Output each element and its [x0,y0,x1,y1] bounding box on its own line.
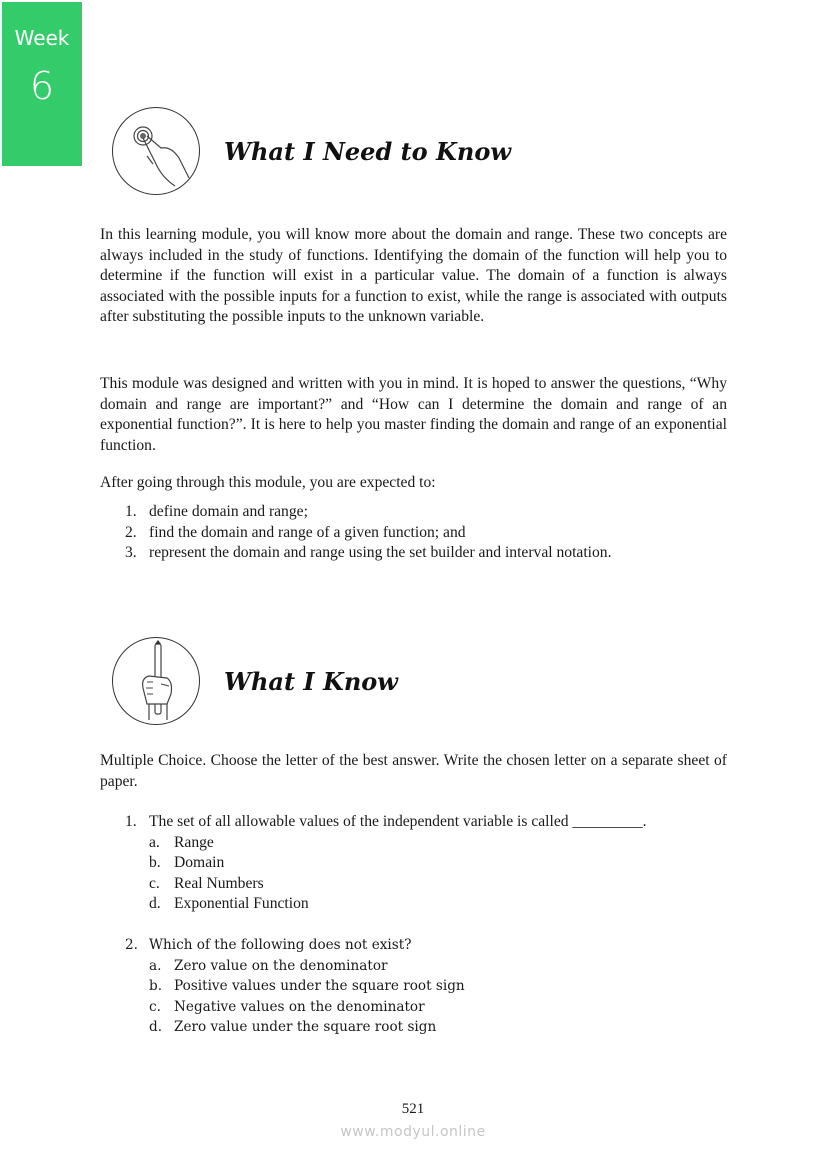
section-header-what-i-know [112,637,398,725]
choice-item: c. Negative values on the denominator [149,998,425,1015]
week-tab [2,2,82,166]
page-number: 521 [401,1101,425,1117]
choice-item: d. Exponential Function [149,895,309,913]
instructions: Multiple Choice. Choose the letter of the best answer. Write the chosen letter on a separate sheet of paper. [100,752,727,790]
hand-holding-pencil-icon [112,637,200,725]
objective-item: 3. represent the domain and range using the set builder and interval notation. [125,544,612,562]
question-1: 1. The set of all allowable values of the independent variable is called _________. a. Range b. Domain c. Real Numbers d. Exponential Function [125,812,647,915]
section-header-need-to-know [112,107,511,195]
objective-item: 2. find the domain and range of a given function; and [125,523,466,541]
choice-item: b. Domain [149,854,225,872]
choice-item: a. Zero value on the denominator [149,957,388,974]
watermark: www.modyul.online [340,1124,486,1140]
choice-item: c. Real Numbers [149,874,264,892]
objectives-lead: After going through this module, you are expected to: [100,474,436,491]
module-purpose-paragraph: This module was designed and written with you in mind. It is hoped to answer the questions, “Why domain and range are important?” and “How can I determine the domain and range of an exponential function?”. It is here to help you master finding the domain and range of an exponential function. [100,375,727,454]
objective-item: 1. define domain and range; [125,503,308,520]
question-2: 2. Which of the following does not exist? a. Zero value on the denominator b. Positive values under the square root sign c. Negative values on the denominator d. Zero value under the square root sign [125,935,465,1038]
section-title: What I Know [224,666,398,696]
section-title: What I Need to Know [224,136,512,166]
question-text: The set of all allowable values of the independent variable is called _________. [149,813,647,830]
choice-item: b. Positive values under the square root sign [149,978,465,995]
week-number: 6 [29,64,55,108]
choice-item: a. Range [149,833,214,851]
choice-item: d. Zero value under the square root sign [149,1019,437,1036]
pointing-hand-icon [112,107,200,195]
week-label: Week [14,26,70,50]
intro-paragraph: In this learning module, you will know more about the domain and range. These two concepts are always included in the study of functions. Identifying the domain of the function will help you to determine if the function will exist in a particular value. The domain of a function is always associated with the possible inputs for a function to exist, while the range is associated with outputs after substituting the possible inputs to the unknown variable. [100,226,727,326]
objectives-list [125,502,611,564]
question-text: Which of the following does not exist? [149,937,412,953]
